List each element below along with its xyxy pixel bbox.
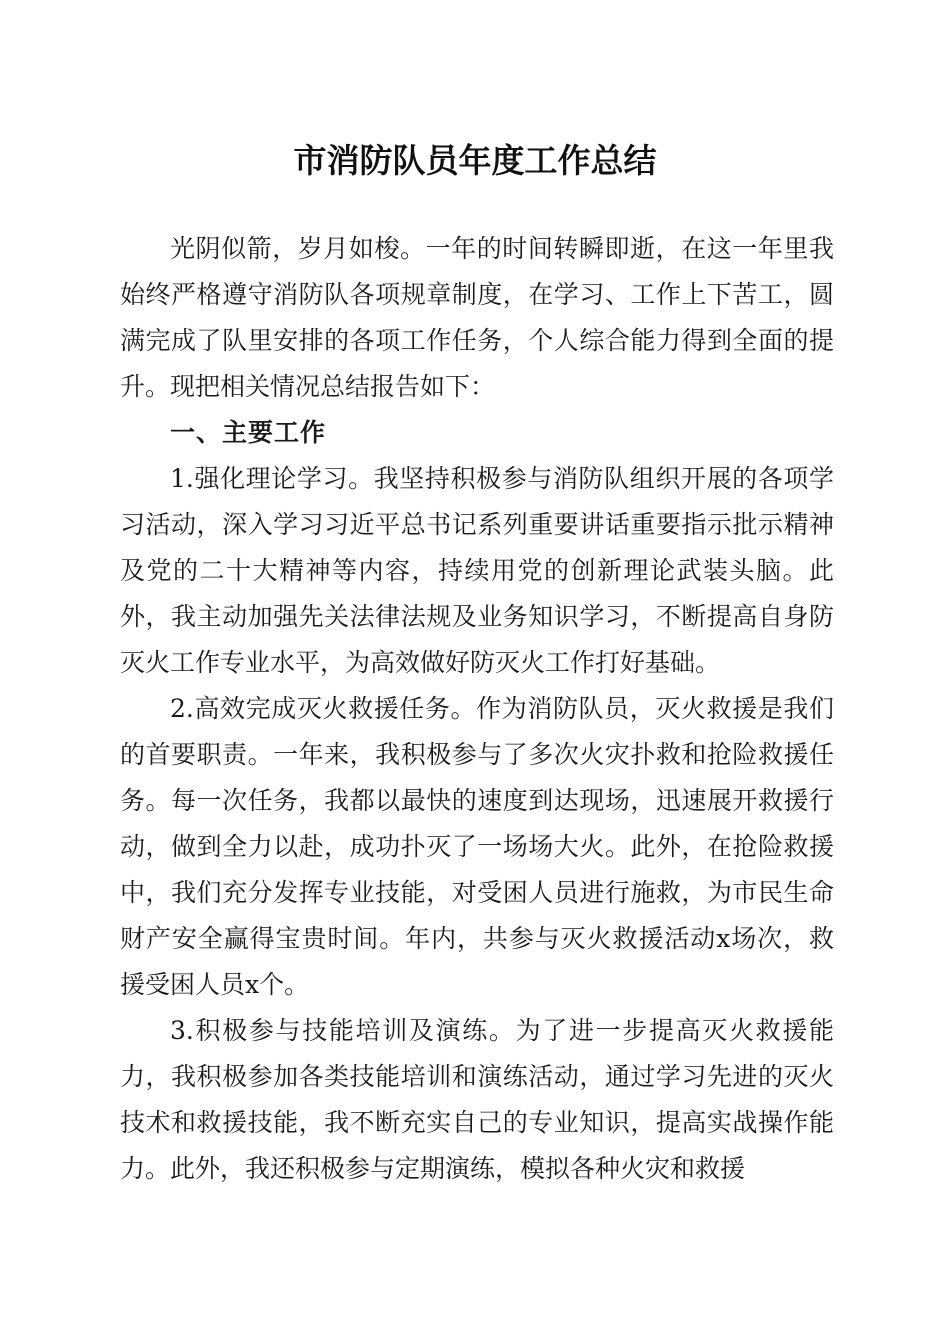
intro-paragraph: 光阴似箭，岁月如梭。一年的时间转瞬即逝，在这一年里我始终严格遵守消防队各项规章制度，在学习、工作上下苦工，圆满完成了队里安排的各项工作任务，个人综合能力得到全面的提升。现把相关情况总结报告如下： bbox=[120, 234, 834, 401]
paragraph-item-3: 3.积极参与技能培训及演练。为了进一步提高灭火救援能力，我积极参加各类技能培训和演练活动，通过学习先进的灭火技术和救援技能，我不断充实自己的专业知识，提高实战操作能力。此外，我还积极参与定期演练，模拟各种火灾和救援 bbox=[120, 1016, 834, 1183]
document-body bbox=[120, 226, 834, 1192]
paragraph-item-1: 1.强化理论学习。我坚持积极参与消防队组织开展的各项学习活动，深入学习习近平总书记系列重要讲话重要指示批示精神及党的二十大精神等内容，持续用党的创新理论武装头脑。此外，我主动加强先关法律法规及业务知识学习，不断提高自身防灭火工作专业水平，为高效做好防灭火工作打好基础。 bbox=[120, 464, 834, 677]
section-heading: 一、主要工作 bbox=[170, 418, 327, 447]
document-title: 市消防队员年度工作总结 bbox=[293, 141, 657, 180]
paragraph-item-2: 2.高效完成灭火救援任务。作为消防队员，灭火救援是我们的首要职责。一年来，我积极参与了多次火灾扑救和抢险救援任务。每一次任务，我都以最快的速度到达现场，迅速展开救援行动，做到全力以赴，成功扑灭了一场场大火。此外，在抢险救援中，我们充分发挥专业技能，对受困人员进行施救，为市民生命财产安全赢得宝贵时间。年内，共参与灭火救援活动x场次，救援受困人员x个。 bbox=[120, 694, 834, 999]
